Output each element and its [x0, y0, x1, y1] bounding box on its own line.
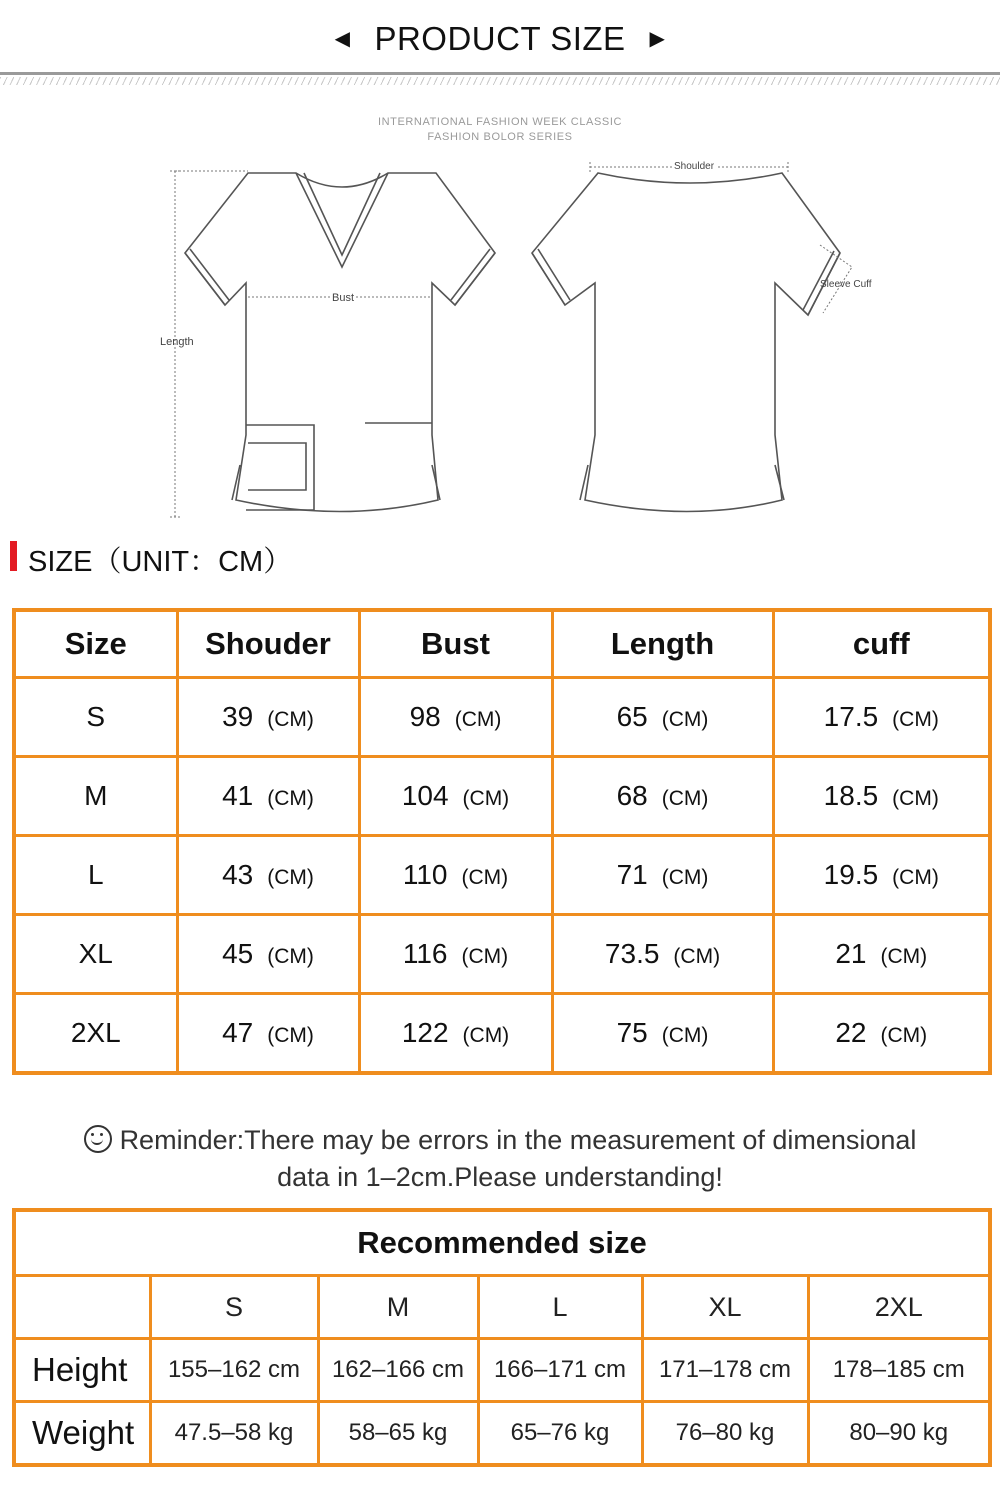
- shoulder-cell: [177, 915, 359, 994]
- weight-value: 80–90 kg: [808, 1402, 990, 1466]
- cuff-value: 19.5: [823, 859, 879, 890]
- size-chart-table: [12, 608, 992, 1075]
- shoulder-cell: [177, 836, 359, 915]
- unit-label: (CM): [661, 1024, 709, 1047]
- header-size: Size: [14, 610, 177, 678]
- cuff-cell: [773, 915, 990, 994]
- reminder-line-1: [40, 1122, 960, 1159]
- bust-value: 122: [401, 1017, 449, 1048]
- length-cell: [552, 915, 773, 994]
- page-title: PRODUCT SIZE: [374, 20, 626, 57]
- triangle-right-icon: ▶: [649, 27, 666, 50]
- size-cell: M: [14, 757, 177, 836]
- length-value: 71: [616, 859, 648, 890]
- bust-value: 116: [402, 938, 448, 969]
- cuff-cell: [773, 678, 990, 757]
- shirt-illustration: [0, 105, 1000, 535]
- front-left-sleeve-hem: [185, 249, 229, 305]
- size-cell: XL: [14, 915, 177, 994]
- measurement-reminder: [40, 1122, 960, 1196]
- rec-size-header: L: [478, 1276, 642, 1339]
- length-value: 75: [616, 1017, 648, 1048]
- weight-value: 58–65 kg: [318, 1402, 478, 1466]
- bust-cell: [359, 757, 552, 836]
- shoulder-value: 45: [222, 938, 254, 969]
- cuff-value: 21: [835, 938, 867, 969]
- unit-label: (CM): [880, 945, 928, 968]
- length-value: 68: [616, 780, 648, 811]
- triangle-left-icon: ◀: [334, 27, 351, 50]
- length-cell: [552, 994, 773, 1074]
- header-cuff: cuff: [773, 610, 990, 678]
- weight-label: Weight: [14, 1402, 150, 1466]
- unit-label: (CM): [892, 708, 939, 731]
- reminder-text-2: data in 1–2cm.Please understanding!: [277, 1162, 723, 1192]
- weight-value: 76–80 kg: [642, 1402, 808, 1466]
- height-label: Height: [14, 1339, 150, 1402]
- unit-label: (CM): [462, 787, 510, 810]
- cuff-value: 17.5: [823, 701, 879, 732]
- bust-label: Bust: [332, 292, 355, 304]
- table-row: [14, 994, 990, 1074]
- unit-label: (CM): [462, 1024, 510, 1047]
- cuff-cell: [773, 994, 990, 1074]
- size-table-header-row: [14, 610, 990, 678]
- page-header: [0, 0, 1000, 90]
- size-heading-text: SIZE（UNIT：CM）: [28, 546, 293, 578]
- length-value: 73.5: [604, 938, 660, 969]
- height-value: 155–162 cm: [150, 1339, 318, 1402]
- header-length: Length: [552, 610, 773, 678]
- sleeve-cuff-label: Sleeve Cuff: [820, 279, 872, 290]
- size-cell: L: [14, 836, 177, 915]
- weight-value: 47.5–58 kg: [150, 1402, 318, 1466]
- front-right-sleeve-hem: [451, 249, 495, 305]
- height-value: 178–185 cm: [808, 1339, 990, 1402]
- unit-label: (CM): [461, 866, 509, 889]
- front-shirt-outline: [185, 173, 495, 512]
- length-value: 65: [616, 701, 648, 732]
- garment-diagram: [0, 105, 1000, 535]
- cuff-cell: [773, 757, 990, 836]
- smiley-icon: [84, 1125, 112, 1153]
- bust-cell: [359, 994, 552, 1074]
- unit-label: (CM): [454, 708, 502, 731]
- shoulder-cell: [177, 994, 359, 1074]
- height-value: 171–178 cm: [642, 1339, 808, 1402]
- unit-label: (CM): [661, 866, 709, 889]
- unit-label: (CM): [267, 787, 314, 810]
- shoulder-cell: [177, 678, 359, 757]
- unit-label: (CM): [461, 945, 509, 968]
- unit-label: (CM): [267, 1024, 314, 1047]
- weight-row: [14, 1402, 990, 1466]
- weight-value: 65–76 kg: [478, 1402, 642, 1466]
- height-row: [14, 1339, 990, 1402]
- unit-label: (CM): [267, 945, 314, 968]
- unit-label: (CM): [267, 708, 314, 731]
- recommended-size-table: [12, 1208, 992, 1467]
- length-cell: [552, 757, 773, 836]
- cuff-value: 18.5: [823, 780, 879, 811]
- height-value: 166–171 cm: [478, 1339, 642, 1402]
- table-row: [14, 915, 990, 994]
- unit-label: (CM): [892, 866, 939, 889]
- header-shoulder: Shouder: [177, 610, 359, 678]
- length-cell: [552, 836, 773, 915]
- bust-cell: [359, 678, 552, 757]
- header-hatch-divider: [0, 77, 1000, 85]
- table-row: [14, 757, 990, 836]
- bust-value: 98: [409, 701, 441, 732]
- recommended-title-row: [14, 1210, 990, 1276]
- brand-line-2: FASHION BOLOR SERIES: [427, 131, 573, 143]
- heading-accent-bar: [10, 541, 17, 571]
- header-bust: Bust: [359, 610, 552, 678]
- front-left-pocket: [246, 425, 314, 510]
- rec-size-header: 2XL: [808, 1276, 990, 1339]
- table-row: [14, 678, 990, 757]
- unit-label: (CM): [661, 708, 709, 731]
- front-pocket-insert: [248, 443, 306, 490]
- length-cell: [552, 678, 773, 757]
- unit-label: (CM): [892, 787, 939, 810]
- shoulder-value: 43: [222, 859, 254, 890]
- height-value: 162–166 cm: [318, 1339, 478, 1402]
- unit-label: (CM): [661, 787, 709, 810]
- size-cell: 2XL: [14, 994, 177, 1074]
- back-shirt-outline: [532, 173, 840, 512]
- bust-cell: [359, 836, 552, 915]
- reminder-text-1: Reminder:There may be errors in the measurement of dimensional: [119, 1125, 917, 1155]
- back-left-sleeve-hem: [532, 249, 570, 305]
- table-row: [14, 836, 990, 915]
- size-cell: S: [14, 678, 177, 757]
- length-label: Length: [160, 336, 194, 348]
- empty-corner-cell: [14, 1276, 150, 1339]
- rec-size-header: M: [318, 1276, 478, 1339]
- recommended-title: Recommended size: [14, 1210, 990, 1276]
- shoulder-label: Shoulder: [674, 161, 715, 172]
- header-title-row: [0, 20, 1000, 58]
- cuff-value: 22: [835, 1017, 867, 1048]
- shoulder-value: 41: [222, 780, 254, 811]
- shoulder-value: 47: [222, 1017, 254, 1048]
- bust-cell: [359, 915, 552, 994]
- shoulder-value: 39: [222, 701, 254, 732]
- unit-label: (CM): [673, 945, 721, 968]
- back-left-slit: [580, 465, 588, 500]
- header-divider: [0, 72, 1000, 75]
- unit-label: (CM): [267, 866, 314, 889]
- rec-size-header: XL: [642, 1276, 808, 1339]
- recommended-header-row: [14, 1276, 990, 1339]
- bust-value: 110: [402, 859, 448, 890]
- shoulder-cell: [177, 757, 359, 836]
- rec-size-header: S: [150, 1276, 318, 1339]
- brand-line-1: INTERNATIONAL FASHION WEEK CLASSIC: [377, 116, 623, 128]
- unit-label: (CM): [880, 1024, 928, 1047]
- cuff-cell: [773, 836, 990, 915]
- bust-value: 104: [401, 780, 449, 811]
